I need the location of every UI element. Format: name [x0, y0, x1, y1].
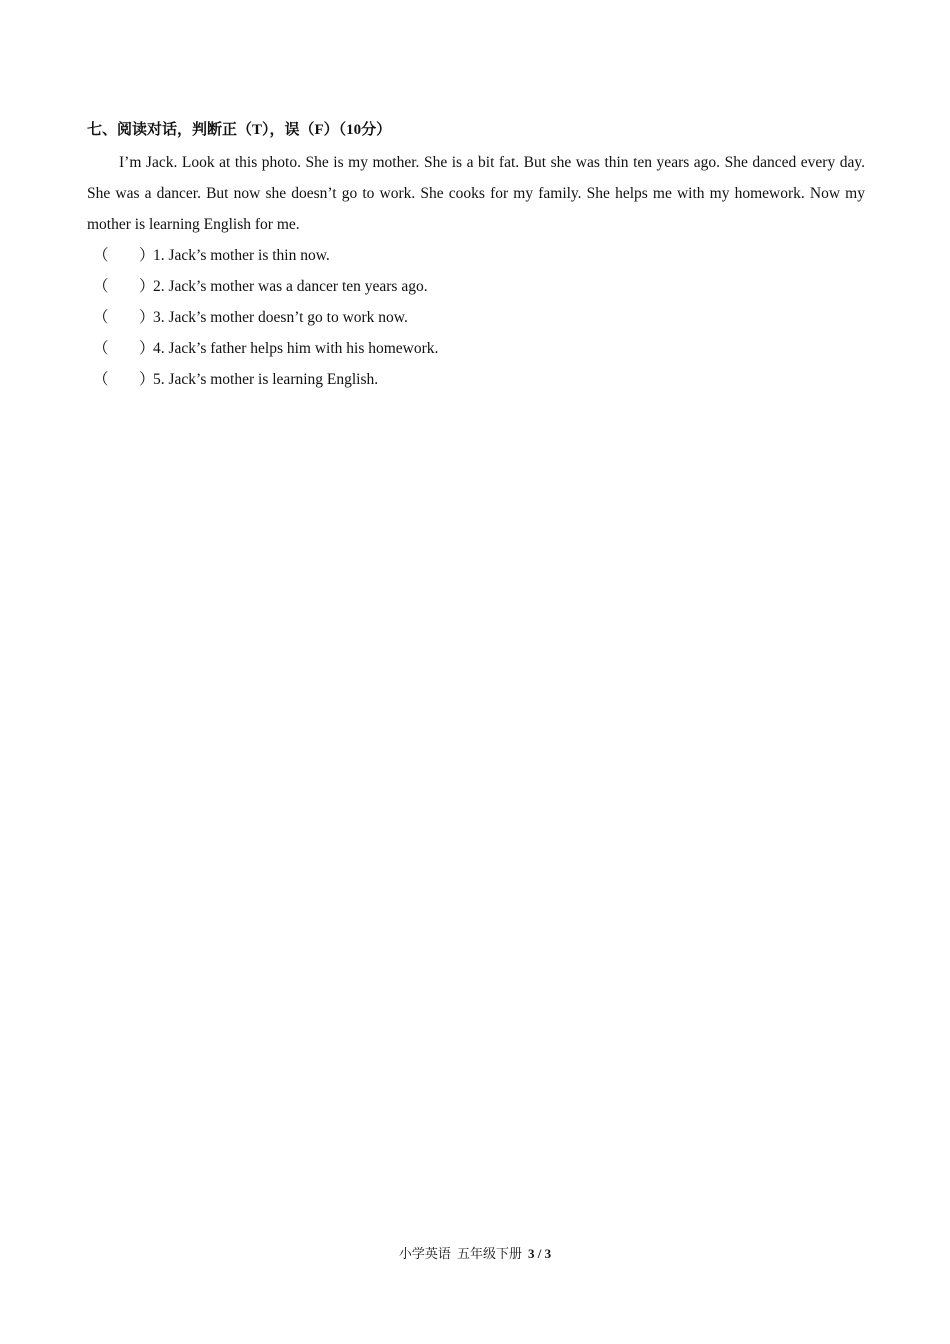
question-list [87, 240, 865, 395]
question-item-4 [87, 333, 865, 364]
answer-paren-open: （ [93, 247, 109, 264]
answer-paren-open: （ [93, 340, 109, 357]
reading-passage: I’m Jack. Look at this photo. She is my mother. She is a bit fat. But she was thin ten years ago. She danced every day. She was a dancer. But now she doesn’t go to work. She cooks for my family. She helps me with my homework. Now my mother is learning English for me. [87, 154, 865, 233]
question-text: 4. Jack’s father helps him with his homework. [153, 340, 439, 357]
answer-paren-open: （ [93, 309, 109, 326]
question-text: 3. Jack’s mother doesn’t go to work now. [153, 309, 408, 326]
page-footer [0, 1244, 950, 1264]
answer-paren-close: ） [139, 340, 155, 357]
answer-paren-close: ） [139, 278, 155, 295]
answer-paren-close: ） [139, 247, 155, 264]
footer-grade: 五年级下册 [456, 1246, 522, 1261]
question-item-2 [87, 271, 865, 302]
question-item-3 [87, 302, 865, 333]
section-title: 七、阅读对话，判断正（T），误（F）（10分） [87, 122, 392, 138]
question-text: 5. Jack’s mother is learning English. [153, 371, 379, 388]
page-number-current: 3 [527, 1246, 535, 1261]
answer-paren-close: ） [139, 309, 155, 326]
question-item-5 [87, 364, 865, 395]
answer-paren-close: ） [139, 371, 155, 388]
page-number-separator: / [537, 1246, 542, 1261]
question-text: 2. Jack’s mother was a dancer ten years ago. [153, 278, 428, 295]
question-item-1 [87, 240, 865, 271]
answer-paren-open: （ [93, 371, 109, 388]
answer-paren-open: （ [93, 278, 109, 295]
page-number-total: 3 [544, 1246, 552, 1261]
footer-book-name: 小学英语 [398, 1246, 451, 1261]
question-text: 1. Jack’s mother is thin now. [153, 247, 330, 264]
